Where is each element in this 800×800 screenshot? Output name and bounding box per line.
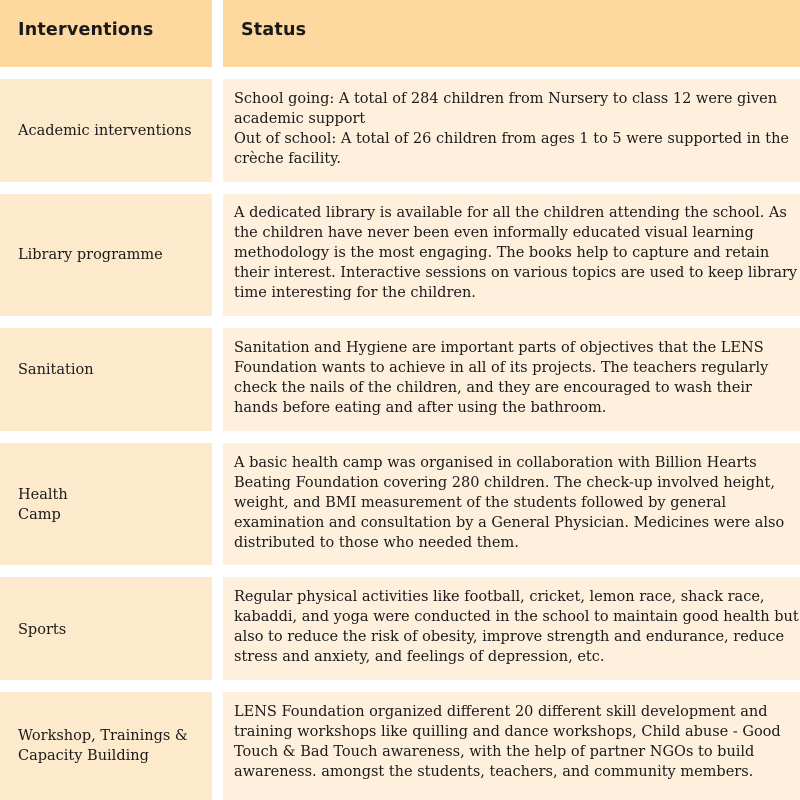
header-interventions-label: Interventions (18, 20, 154, 40)
header-cell-status (223, 0, 800, 67)
intervention-label: Sanitation (18, 362, 94, 378)
status-text: Regular physical activities like football, cricket, lemon race, shack race, kabaddi, and yoga were conducted in the school to maintain good health but also to reduce the risk of obesity, improve strength and endurance, reduce stress and anxiety, and feelings of depression, etc. (234, 589, 799, 665)
status-text: Sanitation and Hygiene are important parts of objectives that the LENS Foundation wants to achieve in all of its projects. The teachers regularly check the nails of the children, and they are encouraged to wash their hands before eating and after using the bathroom. (234, 340, 769, 416)
intervention-label: Health Camp (18, 487, 68, 523)
intervention-label: Workshop, Trainings & Capacity Building (18, 728, 188, 764)
status-text: School going: A total of 284 children from Nursery to class 12 were given academic support Out of school: A total of 26 children from ages 1 to 5 were supported in the crèche facility. (234, 91, 789, 167)
status-text: A dedicated library is available for all the children attending the school. As the children have never been even informally educated visual learning methodology is the most engaging. The books help to capture and retain their interest. Interactive sessions on various topics are used to keep library time interesting for the children. (234, 205, 798, 301)
intervention-label: Academic interventions (18, 123, 192, 139)
intervention-label: Sports (18, 622, 67, 638)
status-text: A basic health camp was organised in collaboration with Billion Hearts Beating Foundation covering 280 children. The check-up involved height, weight, and BMI measurement of the students followed by general examination and consultation by a General Physician. Medicines were also distributed to those who needed them. (234, 455, 785, 551)
header-status-label: Status (241, 20, 307, 40)
intervention-label: Library programme (18, 247, 163, 263)
status-text: LENS Foundation organized different 20 different skill development and training workshops like quilling and dance workshops, Child abuse - Good Touch & Bad Touch awareness, with the help of partner NGOs to build awareness. amongst the students, teachers, and community members. (234, 704, 781, 780)
